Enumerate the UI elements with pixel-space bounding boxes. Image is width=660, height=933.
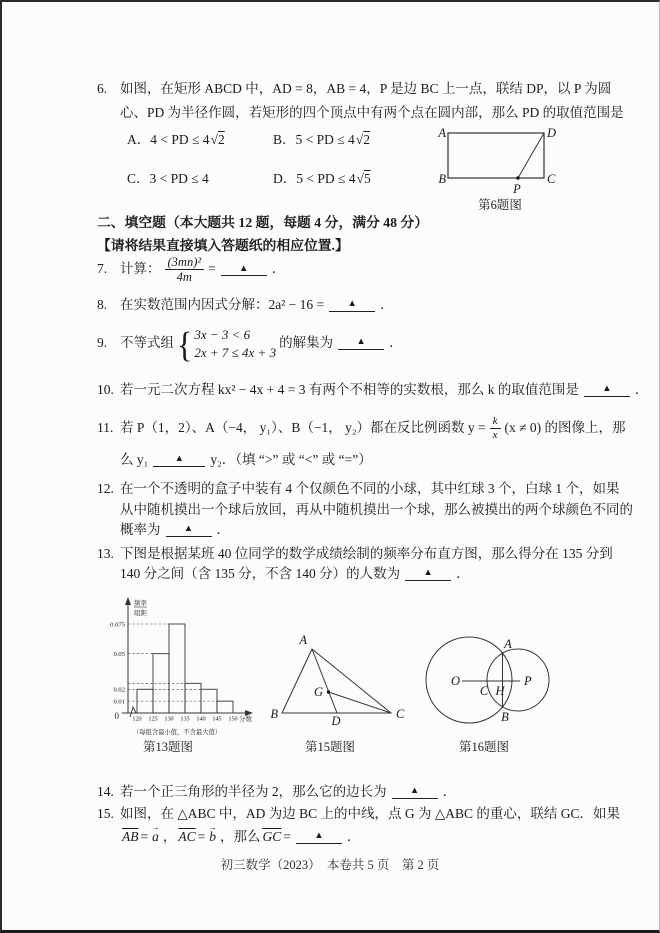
hist-bar bbox=[217, 701, 233, 713]
q15-label-d: D bbox=[331, 714, 341, 728]
hist-xtick-label: 140 bbox=[196, 715, 206, 723]
hist-xtick-label: 125 bbox=[148, 715, 158, 723]
q7-fraction-denominator: 4m bbox=[176, 270, 192, 285]
equals-sign: = bbox=[283, 829, 291, 844]
question-10-number: 10. bbox=[97, 382, 114, 397]
question-14 bbox=[97, 783, 456, 802]
equals-sign: = bbox=[197, 829, 206, 844]
question-8 bbox=[97, 296, 394, 315]
option-c-label: C． bbox=[127, 171, 150, 186]
q16-label-c: C bbox=[479, 684, 489, 698]
vector-a: → a bbox=[152, 828, 159, 847]
q16-label-h: H bbox=[495, 684, 505, 698]
q13-figure-caption: 第13题图 bbox=[142, 740, 193, 754]
q15-label-a: A bbox=[299, 633, 307, 647]
answer-blank: ▲ bbox=[584, 384, 630, 396]
question-9-post: 的解集为 bbox=[279, 335, 334, 351]
q6-point-p-dot bbox=[516, 176, 519, 179]
page-footer: 初三数学（2023） 本卷共 5 页 第 2 页 bbox=[220, 858, 440, 872]
q6-label-a: A bbox=[438, 126, 446, 140]
option-b-expression: 5 < PD ≤ 4 bbox=[295, 132, 355, 147]
question-12-line-3 bbox=[120, 521, 230, 540]
q7-fraction-numerator: (3mn)² bbox=[165, 255, 205, 270]
period: ． bbox=[346, 829, 361, 844]
section-2-note-text: 【请将结果直接填入答题纸的相应位置.】 bbox=[97, 238, 349, 253]
q6-figure-caption: 第6题图 bbox=[478, 198, 522, 212]
question-14-text: 若一个正三角形的半径为 2，那么它的边长为 bbox=[120, 784, 387, 799]
q15-centroid-dot bbox=[327, 690, 330, 693]
question-7-number: 7. bbox=[97, 261, 108, 277]
q11-fraction bbox=[490, 415, 501, 441]
q16-label-b: B bbox=[501, 710, 509, 724]
option-d bbox=[273, 170, 371, 189]
sqrt-radicand: 2 bbox=[217, 132, 225, 147]
answer-blank: ▲ bbox=[296, 831, 342, 843]
question-9-lead: 不等式组 bbox=[120, 335, 174, 351]
question-9-number: 9. bbox=[97, 335, 108, 351]
vector-ab: $\overline{AB}$ bbox=[122, 829, 139, 844]
hist-note: （每组含最小值，不含最大值） bbox=[133, 729, 222, 736]
question-12-line-1 bbox=[97, 480, 620, 499]
hist-ytick-label: 0.05 bbox=[113, 650, 125, 658]
equals-sign: = bbox=[208, 261, 216, 277]
answer-blank: ▲ bbox=[338, 337, 384, 349]
question-13-text-1: 下图是根据某班 40 位同学的数学成绩绘制的频率分布直方图，那么得分在 135 分到 bbox=[120, 546, 613, 561]
q7-fraction bbox=[165, 255, 205, 285]
period: ． bbox=[442, 784, 457, 799]
option-a-expression: 4 < PD ≤ 4 bbox=[150, 132, 210, 147]
question-11-text-3: 么 y₁ bbox=[120, 452, 149, 467]
hist-xtick-label: 130 bbox=[164, 715, 174, 723]
hist-ytick-label: 0.01 bbox=[113, 698, 125, 706]
question-6-line-1 bbox=[97, 80, 611, 99]
question-14-number: 14. bbox=[97, 784, 114, 799]
question-8-number: 8. bbox=[97, 297, 108, 312]
q16-label-p: P bbox=[524, 674, 532, 688]
answer-blank: ▲ bbox=[166, 524, 212, 536]
q13-histogram-figure bbox=[100, 593, 270, 739]
question-12-line-2 bbox=[120, 501, 633, 520]
question-6-number: 6. bbox=[97, 81, 108, 96]
system-brace: { bbox=[177, 323, 193, 364]
question-11-text-2: (x ≠ 0) 的图像上，那 bbox=[504, 419, 626, 435]
question-10-text: 若一元二次方程 kx² − 4x + 4 = 3 有两个不相等的实数根，那么 k 的取值范围是 bbox=[120, 382, 579, 397]
option-d-expression: 5 < PD ≤ 4 bbox=[296, 171, 356, 186]
period: ． bbox=[271, 261, 286, 277]
q15-figure-caption: 第15题图 bbox=[304, 740, 355, 754]
question-11-number: 11. bbox=[97, 419, 114, 435]
question-12-text-1: 在一个不透明的盒子中装有 4 个仅颜色不同的小球，其中红球 3 个，白球 1 个，如果 bbox=[120, 481, 620, 496]
question-7 bbox=[97, 255, 285, 285]
q15-figure bbox=[262, 628, 417, 728]
q6-label-p: P bbox=[513, 182, 521, 196]
q6-label-b: B bbox=[438, 172, 446, 186]
q16-figure-caption: 第16题图 bbox=[458, 740, 509, 754]
question-6-text-2: 心、PD 为半径作圆，若矩形的四个顶点中有两个点在圆内部，那么 PD 的取值范围是 bbox=[120, 105, 624, 120]
hist-ytick-label: 0.075 bbox=[110, 621, 125, 629]
question-12-text-2: 从中随机摸出一个球后放回，再从中随机摸出一个球，那么被摸出的两个球颜色不同的 bbox=[120, 502, 633, 517]
q6-figure bbox=[436, 120, 566, 204]
q6-label-d: D bbox=[547, 126, 557, 140]
period: ． bbox=[216, 522, 230, 537]
question-13-line-1 bbox=[97, 545, 613, 564]
q15-triangle bbox=[282, 649, 391, 713]
q16-circle-p bbox=[487, 649, 549, 711]
answer-blank: ▲ bbox=[392, 786, 438, 798]
question-13-text-2: 140 分之间（含 135 分，不含 140 分）的人数为 bbox=[120, 566, 401, 581]
hist-xtick-label: 150 bbox=[228, 715, 238, 723]
hist-bar bbox=[185, 683, 201, 713]
option-b-label: B． bbox=[273, 132, 296, 147]
equals-sign: = bbox=[140, 829, 149, 844]
question-12-number: 12. bbox=[97, 481, 114, 496]
sqrt-sign: √ bbox=[355, 132, 364, 147]
q6-label-c: C bbox=[547, 172, 556, 186]
question-15-text-1: 如图，在 △ABC 中，AD 为边 BC 上的中线，点 G 为 △ABC 的重心，联结 GC．如果 bbox=[120, 806, 621, 821]
answer-blank: ▲ bbox=[221, 264, 267, 276]
vector-ac: $\overline{AC}$ bbox=[178, 829, 196, 844]
vector-gc: $\overline{GC}$ bbox=[262, 829, 282, 844]
hist-y-axis-arrow bbox=[125, 597, 131, 605]
sqrt-sign: √ bbox=[356, 171, 364, 186]
section-2-note bbox=[97, 236, 349, 255]
question-15-text-2: ，那么 bbox=[220, 829, 261, 844]
option-c bbox=[127, 170, 209, 189]
hist-xtick-label: 120 bbox=[132, 715, 142, 723]
q16-label-a: A bbox=[504, 637, 512, 651]
hist-ytick-label: 0.02 bbox=[113, 686, 125, 694]
option-c-expression: 3 < PD ≤ 4 bbox=[149, 171, 209, 186]
hist-xlabel: 分数 bbox=[239, 716, 252, 723]
period: ． bbox=[634, 382, 649, 397]
option-d-label: D． bbox=[273, 171, 297, 186]
hist-xtick-label: 145 bbox=[212, 715, 222, 723]
question-10 bbox=[97, 381, 648, 400]
question-8-text: 在实数范围内因式分解：2a² − 16 = bbox=[120, 297, 325, 312]
section-2-title-text: 二、填空题（本大题共 12 题，每题 4 分，满分 48 分） bbox=[97, 215, 429, 230]
q6-segment-dp bbox=[518, 133, 544, 178]
option-a-label: A． bbox=[127, 132, 151, 147]
q15-segment-gc bbox=[329, 692, 392, 713]
q9-inequality-2: 2x + 7 ≤ 4x + 3 bbox=[194, 344, 277, 360]
q9-inequality-system bbox=[177, 323, 277, 364]
hist-origin-label: 0 bbox=[114, 711, 119, 721]
q11-fraction-denominator: x bbox=[492, 428, 498, 441]
hist-ylabel-line1: 频率 bbox=[134, 600, 147, 607]
hist-ylabel-line2: 组距 bbox=[134, 610, 147, 617]
question-11-text-4: y₂．（填 “>” 或 “<” 或 “=”） bbox=[210, 452, 372, 467]
option-b bbox=[273, 131, 370, 150]
question-9 bbox=[97, 323, 403, 364]
answer-blank: ▲ bbox=[329, 299, 375, 311]
question-15-number: 15. bbox=[97, 806, 114, 821]
q11-fraction-numerator: k bbox=[490, 415, 501, 429]
question-7-lead: 计算： bbox=[120, 261, 161, 277]
period: ． bbox=[456, 566, 470, 581]
question-13-line-2 bbox=[120, 565, 470, 584]
answer-blank: ▲ bbox=[405, 568, 451, 580]
question-13-number: 13. bbox=[97, 546, 114, 561]
period: ． bbox=[380, 297, 394, 312]
section-2-title bbox=[97, 213, 428, 232]
option-a bbox=[127, 131, 225, 150]
q16-circle-o bbox=[426, 637, 512, 723]
question-11-line-1 bbox=[97, 415, 626, 441]
q15-label-g: G bbox=[313, 685, 323, 699]
q16-label-o: O bbox=[450, 674, 460, 688]
q16-figure bbox=[416, 619, 564, 737]
comma: ， bbox=[162, 829, 177, 844]
q9-inequality-1: 3x − 3 < 6 bbox=[194, 327, 251, 342]
answer-blank: ▲ bbox=[153, 454, 205, 466]
question-15-line-2 bbox=[120, 828, 360, 847]
vector-b: → b bbox=[209, 828, 216, 847]
q6-rectangle bbox=[448, 133, 544, 178]
q15-label-c: C bbox=[396, 707, 405, 721]
question-6-text-1: 如图，在矩形 ABCD 中，AD = 8，AB = 4，P 是边 BC 上一点，联结 DP，以 P 为圆 bbox=[120, 81, 612, 96]
hist-xtick-label: 135 bbox=[180, 715, 190, 723]
question-15-line-1 bbox=[97, 805, 620, 824]
sqrt-sign: √ bbox=[210, 132, 218, 147]
sqrt-radicand: 5 bbox=[363, 171, 371, 186]
hist-bar bbox=[169, 624, 185, 713]
q15-label-b: B bbox=[270, 707, 278, 721]
sqrt-radicand: 2 bbox=[363, 132, 370, 147]
question-11-line-2 bbox=[120, 451, 372, 470]
question-12-text-3: 概率为 bbox=[120, 522, 161, 537]
question-11-text-1: 若 P（1，2）、A（−4， y₁）、B（−1， y₂）都在反比例函数 y = bbox=[120, 419, 486, 435]
period: ． bbox=[389, 335, 403, 351]
